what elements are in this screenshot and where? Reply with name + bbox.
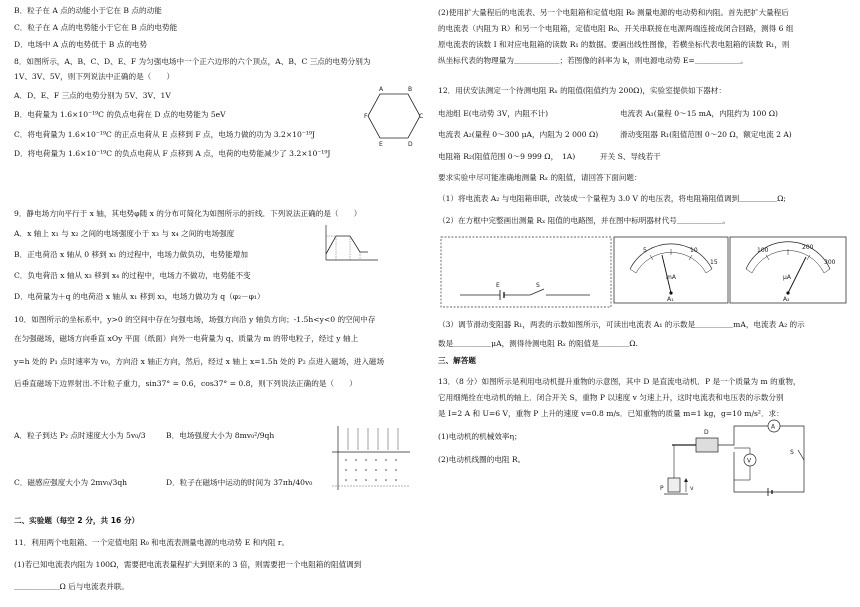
q10-option-a: A．粒子到达 P₂ 点时速度大小为 5v₀/3 xyxy=(14,431,146,440)
q11-stem: 11．利用两个电阻箱、一个定值电阻 R₀ 和电流表测量电源的电动势 E 和内阻 r。 xyxy=(14,538,290,547)
equip-ammeter-a2: 电流表 A₂(量程 0～300 μA，内阻为 2 000 Ω) xyxy=(438,130,599,139)
meter-a1-scale-right: 15 xyxy=(710,259,718,266)
q10-option-d: D．粒子在磁场中运动的时间为 37πh/40v₀ xyxy=(166,478,313,487)
hex-label-a: A xyxy=(379,86,384,93)
q13-stem-3: 是 I=2 A 和 U=6 V，重物 P 上升的速度 v=0.8 m/s．已知重物的质量 m=1 kg，g=10 m/s²．求： xyxy=(438,409,784,418)
q9-option-d: D．电荷量为＋q 的电荷沿 x 轴从 x₁ 移到 x₃，电场力做功为 q（φ₂－φ₁） xyxy=(14,292,265,301)
q8-stem-1: 8．如图所示，A、B、C、D、E、F 为匀强电场中一个正六边形的六个顶点，A、B、C 三点的电势分别为 xyxy=(14,57,371,66)
equip-ammeter-a1: 电流表 A₁(量程 0～15 mA，内阻约为 100 Ω) xyxy=(620,109,779,118)
motor-circuit-figure xyxy=(660,420,814,500)
hex-label-c: C xyxy=(419,113,424,120)
q10-stem-4: 后垂直磁场下边界射出.不计粒子重力，sin37° = 0.6，cos37° = 0.8，则下列说法正确的是（ ） xyxy=(14,379,357,388)
q10-stem-3: y=h 处的 P₁ 点时速率为 v₀，方向沿 x 轴正方向，然后，经过 x 轴上 x=1.5h 处的 P₂ 点进入磁场，进入磁场 xyxy=(14,357,385,366)
q11-part1-b: ＿＿＿＿＿＿Ω 后与电流表并联。 xyxy=(14,582,130,591)
q13-sub-1: (1)电动机的机械效率η； xyxy=(438,432,522,441)
meter-a2-scale-right: 300 xyxy=(824,259,836,266)
label-p: P xyxy=(660,485,664,492)
q8-stem-2: 1V、3V、5V，则下列说法中正确的是（ ） xyxy=(14,72,175,81)
q8-option-d: D．将电荷量为 1.6×10⁻¹⁹C 的负点电荷从 F 点移到 A 点，电荷的电势能减少了 3.2×10⁻¹⁹J xyxy=(14,149,331,158)
q11-part2-4: 纵坐标代表的物理量为＿＿＿＿＿＿；若图像的斜率为 k，则电源电动势 E=＿＿＿＿＿＿。 xyxy=(438,56,748,65)
q9-option-a: A．x 轴上 x₁ 与 x₂ 之间的电场强度小于 x₃ 与 x₄ 之间的电场强度 xyxy=(14,229,235,238)
q8-option-a: A．D、E、F 三点的电势分别为 5V、3V、1V xyxy=(14,91,171,100)
q10-option-b: B．电场强度大小为 8mv₀²/9qh xyxy=(166,431,275,440)
meter-a1-unit: mA xyxy=(666,274,676,281)
section-3-heading: 三、解答题 xyxy=(438,356,476,365)
equip-switch: 开关 S、导线若干 xyxy=(600,152,661,161)
label-v-meter: V xyxy=(747,457,752,465)
circuit-label-s: S xyxy=(536,282,540,289)
q13-stem-1: 13．（8 分）如图所示是利用电动机提升重物的示意图，其中 D 是直流电动机．P 是一个质量为 m 的重物， xyxy=(438,377,801,386)
q11-part2-2: 的电流表（内阻为 R）和另一个电阻箱，定值电阻 R₀、开关串联接在电源两端连接成闭合回路，测得 6 组 xyxy=(438,24,794,33)
q8-option-c: C．将电荷量为 1.6×10⁻¹⁹C 的正点电荷从 E 点移到 F 点，电场力做的功为 3.2×10⁻¹⁹J xyxy=(14,130,316,139)
hex-label-e: E xyxy=(379,141,383,148)
q11-part2-3: 原电流表的读数 I 和对应电阻箱的读数 R₁ 的数据。要画出线性图像，若横坐标代表电阻箱的读数 R₁，则 xyxy=(438,40,790,49)
section-2-heading: 二、实验题（每空 2 分，共 16 分） xyxy=(14,516,140,525)
hex-label-b: B xyxy=(408,86,413,93)
q13-sub-2: (2)电动机线圈的电阻 R。 xyxy=(438,455,526,464)
circuit-drawing-box xyxy=(441,237,611,307)
q13-stem-2: 它用细绳拴在电动机的轴上．闭合开关 S，重物 P 以速度 v 匀速上升，这时电流表和电压表的示数分别 xyxy=(438,393,784,402)
label-a: A xyxy=(771,423,776,431)
hex-label-d: D xyxy=(408,141,413,148)
meter-a1-scale-mid: 10 xyxy=(690,247,698,254)
q12-part3-1: （3）调节滑动变阻器 R₁，两表的示数如图所示，可读出电流表 A₁ 的示数是＿＿＿＿＿mA，电流表 A₂ 的示 xyxy=(438,320,805,329)
q12-requirement: 要求实验中尽可能准确地测量 Rₓ 的阻值，请回答下面问题： xyxy=(438,173,642,182)
meter-a2-unit: μA xyxy=(783,274,791,281)
option-d-line: D．电场中 A 点的电势低于 B 点的电势 xyxy=(14,40,148,49)
hexagon-figure xyxy=(366,82,424,148)
q11-part1-a: (1)若已知电流表内阻为 100Ω，需要把电流表量程扩大到原来的 3 倍，则需要把一个电阻箱的阻值调到 xyxy=(14,560,362,569)
circuit-label-e: E xyxy=(496,282,500,289)
q12-part2: （2）在方框中完整画出测量 Rₓ 阻值的电路图，并在图中标明器材代号＿＿＿＿＿＿。 xyxy=(438,216,730,225)
q9-stem: 9．静电场方向平行于 x 轴，其电势φ随 x 的分布可简化为如图所示的折线．下列说法正确的是（ ） xyxy=(14,209,362,218)
meter-a1-name: A₁ xyxy=(667,296,674,303)
q10-stem-2: 在匀强磁场，磁场方向垂直 xOy 平面（纸面）向外一电荷量为 q、质量为 m 的带电粒子，经过 y 轴上 xyxy=(14,334,359,343)
potential-graph xyxy=(320,222,380,266)
circuit-and-meters-figure xyxy=(440,235,850,311)
q12-stem: 12．用伏安法测定一个待测电阻 Rₓ 的阻值(阻值约为 200Ω)，实验室提供如下器材： xyxy=(438,86,726,95)
label-d: D xyxy=(704,429,709,436)
label-s: S xyxy=(790,449,794,456)
option-b-line: B．粒子在 A 点的动能小于它在 B 点的动能 xyxy=(14,6,162,15)
meter-a2-name: A₂ xyxy=(783,296,790,303)
q10-option-c: C．磁感应强度大小为 2mv₀/3qh xyxy=(14,478,128,487)
equip-battery: 电池组 E(电动势 3V，内阻不计) xyxy=(438,109,549,118)
meter-a2-scale-mid: 200 xyxy=(802,244,814,251)
q12-part1: （1）将电流表 A₂ 与电阻箱串联，改装成一个量程为 3.0 V 的电压表，将电阻箱阻值调到＿＿＿＿＿Ω; xyxy=(438,194,786,203)
option-c-line: C．粒子在 A 点的电势能小于它在 B 点的电势能 xyxy=(14,23,178,32)
motor-d xyxy=(696,438,718,452)
label-v: v xyxy=(690,485,694,492)
q11-part2-1: (2)使用扩大量程后的电流表、另一个电阻箱和定值电阻 R₀ 测量电源的电动势和内阻。首先把扩大量程后 xyxy=(438,8,789,17)
weight-p xyxy=(668,478,680,492)
equip-resistor-box: 电阻箱 R₂(阻值范围 0～9 999 Ω， 1A) xyxy=(438,152,576,161)
hex-label-f: F xyxy=(364,113,368,120)
equip-rheostat: 滑动变阻器 R₁(阻值范围 0～20 Ω，额定电流 2 A) xyxy=(620,130,792,139)
q8-option-b: B．电荷量为 1.6×10⁻¹⁹C 的负点电荷在 D 点的电势能为 5eV xyxy=(14,110,226,119)
meter-a1-scale-left: 5 xyxy=(643,247,647,254)
q9-option-b: B．正电荷沿 x 轴从 0 移到 x₁ 的过程中，电场力做负功，电势能增加 xyxy=(14,250,248,259)
meter-a2-scale-left: 100 xyxy=(757,247,769,254)
field-figure xyxy=(324,424,414,494)
q10-stem-1: 10．如图所示的坐标系中，y>0 的空间中存在匀强电场，场强方向沿 y 轴负方向；-1.5h<y<0 的空间中存 xyxy=(14,315,376,324)
q9-option-c: C．负电荷沿 x 轴从 x₃ 移到 x₄ 的过程中，电场力不做功，电势能不变 xyxy=(14,271,251,280)
q12-part3-2: 数是＿＿＿＿＿μA，测得待测电阻 Rₓ 的阻值是＿＿＿＿Ω. xyxy=(438,339,638,348)
